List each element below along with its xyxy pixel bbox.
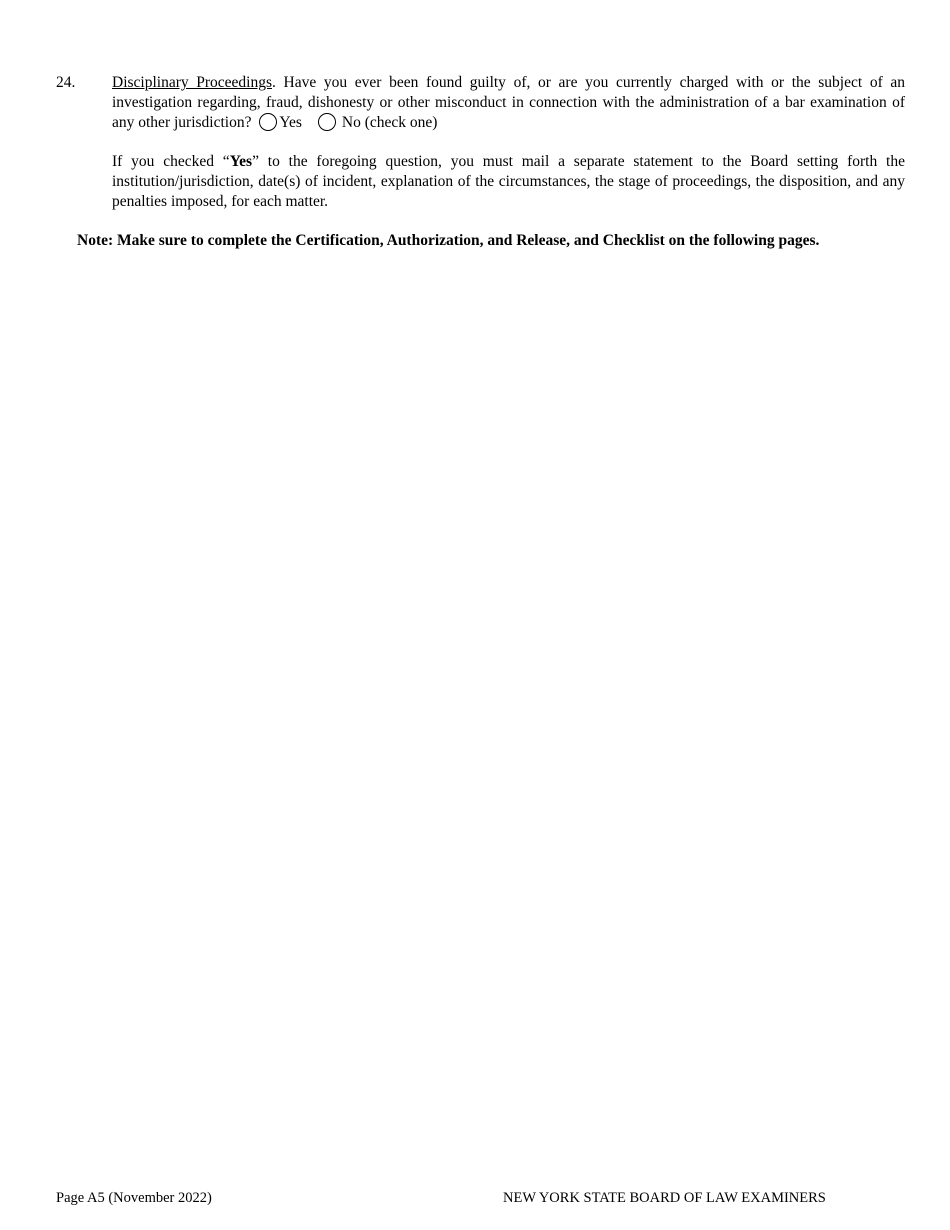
yes-radio-button[interactable]	[259, 113, 277, 131]
check-one-instruction: (check one)	[360, 114, 438, 131]
followup-suffix: ” to the foregoing question, you must mail a separate statement to the Board setting forth the institution/jurisdiction, date(s) of incident, explanation of the circumstances, the stage of proceedings, the disposition, and any penalties imposed, for each matter.	[112, 153, 905, 210]
footer-page-label: Page A5 (November 2022)	[56, 1190, 212, 1206]
question-heading: Disciplinary Proceedings	[112, 74, 273, 91]
question-number: 24.	[56, 74, 76, 91]
yes-label: Yes	[279, 114, 302, 131]
followup-instructions	[112, 152, 905, 212]
yes-no-radio-group	[255, 114, 437, 131]
completion-note: Note: Make sure to complete the Certification, Authorization, and Release, and Checklist on the following pages.	[77, 232, 820, 249]
followup-yes-word: Yes	[229, 153, 253, 170]
followup-prefix: If you checked “	[112, 153, 230, 170]
no-radio-button[interactable]	[318, 113, 336, 131]
question-body-text: . Have you ever been found guilty of, or are you currently charged with or the subject of an investigation regarding, fraud, dishonesty or other misconduct in connection with the administration of a bar examination of any other jurisdiction?	[112, 74, 905, 131]
footer-organization: NEW YORK STATE BOARD OF LAW EXAMINERS	[503, 1190, 826, 1206]
question-text	[112, 73, 905, 133]
no-label: No	[341, 114, 361, 131]
